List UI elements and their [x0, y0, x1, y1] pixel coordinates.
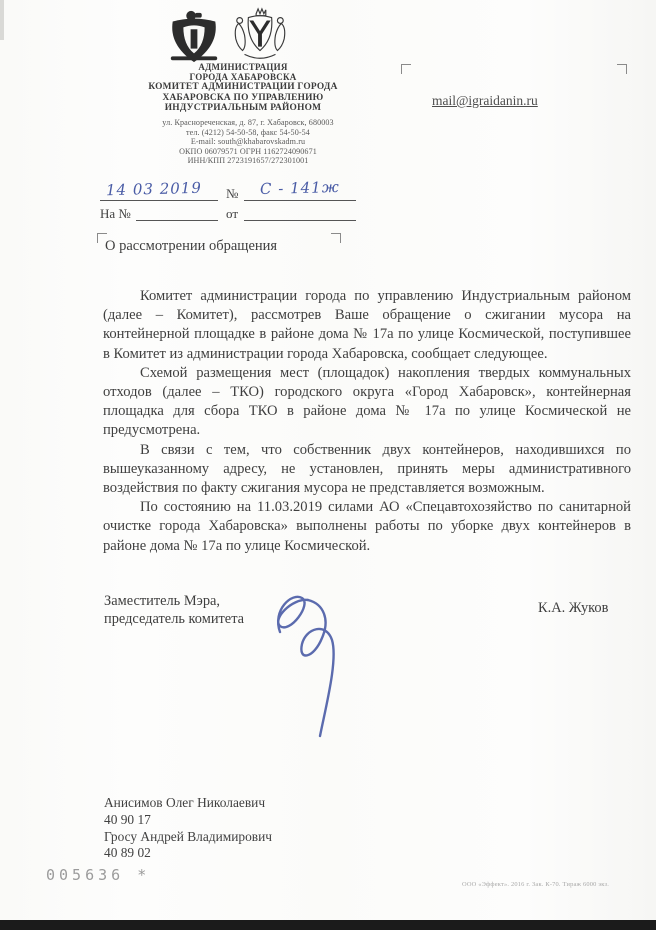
org-address-line: ул. Краснореченская, д. 87, г. Хабаровск, 680003: [162, 118, 334, 127]
executor-phone: 40 90 17: [104, 811, 151, 827]
signer-name: К.А. Жуков: [538, 600, 609, 616]
reference-row-reply: [100, 204, 360, 224]
org-line: ГОРОДА ХАБАРОВСКА: [189, 72, 297, 83]
subject-line: О рассмотрении обращения: [105, 238, 278, 254]
letter-body: [103, 287, 631, 556]
signer-position-line: председатель комитета: [104, 611, 245, 627]
executors-block: [104, 795, 384, 862]
date-underline: [100, 182, 218, 201]
org-okpo-ogrn-line: ОКПО 06079571 ОГРН 1162724090671: [179, 146, 317, 156]
body-paragraph: По состоянию на 11.03.2019 силами АО «Спецавтохозяйство по санитарной очистке города Хабаровска» выполнены работы по уборке двух контейнеров в районе дома № 17а по улице Космической.: [103, 499, 631, 554]
org-email-line: E-mail: south@khabarovskadm.ru: [190, 137, 306, 147]
organization-name-block: [78, 62, 408, 113]
number-symbol: №: [226, 186, 239, 201]
org-line: ХАБАРОВСКА ПО УПРАВЛЕНИЮ: [162, 92, 324, 103]
org-inn-kpp-line: ИНН/КПП 2723191657/272301001: [187, 156, 309, 166]
body-paragraph: В связи с тем, что собственник двух контейнеров, находившихся по вышеуказанному адресу, не установлен, принять меры административного воздействия по факту сжигания мусора не представляется возможным.: [103, 441, 631, 497]
org-phone-line: тел. (4212) 54-50-58, факс 54-50-54: [186, 127, 310, 137]
executor-name: Гросу Андрей Владимирович: [104, 828, 273, 844]
addressee-email: mail@igraidanin.ru: [432, 93, 538, 108]
printing-house-note: ООО «Эффект». 2016 г. Зак. К-70. Тираж 6000 экз.: [462, 881, 610, 888]
scan-bottom-edge: [0, 920, 656, 930]
letterhead-emblems: [158, 4, 298, 66]
reply-to-label: На №: [100, 206, 131, 221]
org-line: КОМИТЕТ АДМИНИСТРАЦИИ ГОРОДА: [148, 82, 338, 93]
reply-number-underline: [136, 202, 218, 221]
khabarovsk-emblem-dark-icon: [165, 8, 223, 66]
handwritten-date: 14 03 2019: [105, 178, 203, 200]
org-line: ИНДУСТРИАЛЬНЫМ РАЙОНОМ: [164, 102, 322, 113]
addressee-corner-mark-right: [617, 64, 627, 74]
handwritten-signature: [262, 586, 372, 741]
org-line: АДМИНИСТРАЦИЯ: [198, 62, 288, 72]
body-paragraph: Схемой размещения мест (площадок) накопления твердых коммунальных отходов (далее – ТКО) городского округа «Город Хабаровск», контейнерная площадка для сбора ТКО в районе дома № 17а по улице Космической не предусмотрена.: [103, 364, 631, 439]
body-paragraph: Комитет администрации города по управлению Индустриальным районом (далее – Комитет), рассмотрев Ваше обращение о сжигании мусора на контейнерной площадке в районе дома № 17а по улице Космической, поступившее в Комитет из администрации города Хабаровска, сообщает следующее.: [103, 288, 631, 362]
khabarovsk-coat-of-arms-outline-icon: [229, 6, 291, 66]
scan-edge-artifact: [0, 0, 4, 40]
form-serial-number: 005636 *: [46, 866, 151, 884]
addressee-corner-mark-left: [401, 64, 411, 74]
reference-row-date-number: [100, 177, 360, 204]
executor-phone: 40 89 02: [104, 845, 151, 861]
executor-name: Анисимов Олег Николаевич: [104, 795, 266, 810]
number-underline: [244, 182, 356, 201]
handwritten-number: С - 141ж: [259, 177, 340, 199]
reply-date-underline: [244, 202, 356, 221]
organization-contacts-block: [78, 118, 418, 166]
signer-position-line: Заместитель Мэра,: [104, 593, 220, 609]
reply-from-label: от: [226, 206, 239, 221]
